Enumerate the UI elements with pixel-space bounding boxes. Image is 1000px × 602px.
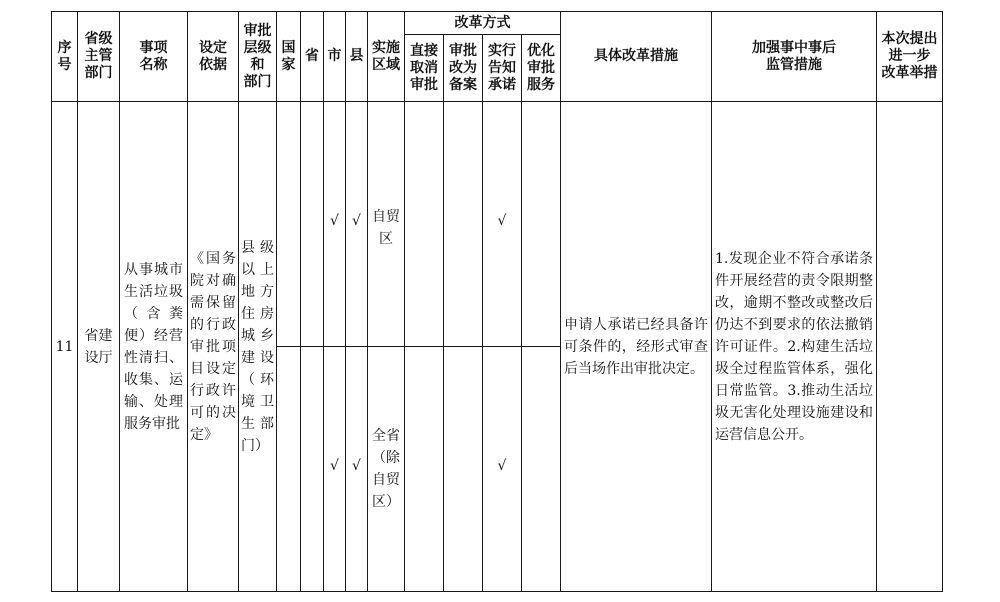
cell-seq: 11 bbox=[52, 102, 78, 592]
header-basis: 设定 依据 bbox=[188, 12, 239, 102]
cell-supervision: 1.发现企业不符合承诺条件开展经营的责令限期整改，逾期不整改或整改后仍达不到要求的依法撤销许可证件。2.构建生活垃圾全过程监管体系，强化日常监管。3.推动生活垃圾无害化处理设施建设和运营信息公开。 bbox=[712, 102, 877, 592]
header-dept: 省级 主管 部门 bbox=[78, 12, 120, 102]
header-measures: 具体改革措施 bbox=[561, 12, 712, 102]
cell-city-1: √ bbox=[324, 102, 346, 347]
header-notify: 实行 告知 承诺 bbox=[483, 35, 522, 102]
header-national: 国 家 bbox=[277, 12, 301, 102]
header-item: 事项 名称 bbox=[120, 12, 188, 102]
cell-cancel-2 bbox=[405, 347, 444, 592]
cell-province-1 bbox=[301, 102, 324, 347]
cell-county-2: √ bbox=[346, 347, 368, 592]
header-reform-mode: 改革方式 bbox=[405, 12, 561, 35]
cell-optimize-1 bbox=[522, 102, 561, 347]
header-level: 审批 层级 和 部门 bbox=[239, 12, 277, 102]
header-filing: 审批 改为 备案 bbox=[444, 35, 483, 102]
cell-further bbox=[877, 102, 943, 592]
header-supervision: 加强事中事后 监管措施 bbox=[712, 12, 877, 102]
header-further: 本次提出 进一步 改革举措 bbox=[877, 12, 943, 102]
header-optimize: 优化 审批 服务 bbox=[522, 35, 561, 102]
cell-filing-2 bbox=[444, 347, 483, 592]
header-county: 县 bbox=[346, 12, 368, 102]
cell-level: 县级以上地方住房城乡建设（环境卫生部门） bbox=[239, 102, 277, 592]
cell-basis: 《国务院对确需保留的行政审批项目设定行政许可的决定》 bbox=[188, 102, 239, 592]
cell-optimize-2 bbox=[522, 347, 561, 592]
cell-cancel-1 bbox=[405, 102, 444, 347]
cell-city-2: √ bbox=[324, 347, 346, 592]
cell-filing-1 bbox=[444, 102, 483, 347]
cell-zone-2: 全省 （除 自贸 区） bbox=[368, 347, 405, 592]
cell-province-2 bbox=[301, 347, 324, 592]
cell-county-1: √ bbox=[346, 102, 368, 347]
cell-notify-2: √ bbox=[483, 347, 522, 592]
cell-item: 从事城市生活垃圾（含粪便）经营性清扫、收集、运输、处理服务审批 bbox=[120, 102, 188, 592]
cell-notify-1: √ bbox=[483, 102, 522, 347]
header-cancel: 直接 取消 审批 bbox=[405, 35, 444, 102]
header-seq: 序 号 bbox=[52, 12, 78, 102]
cell-zone-1: 自贸 区 bbox=[368, 102, 405, 347]
reform-table bbox=[51, 11, 943, 592]
header-zone: 实施 区域 bbox=[368, 12, 405, 102]
cell-dept: 省建 设厅 bbox=[78, 102, 120, 592]
cell-national-2 bbox=[277, 347, 301, 592]
header-province: 省 bbox=[301, 12, 324, 102]
table-row bbox=[52, 102, 943, 347]
cell-measures: 申请人承诺已经具备许可条件的，经形式审查后当场作出审批决定。 bbox=[561, 102, 712, 592]
header-city: 市 bbox=[324, 12, 346, 102]
cell-national-1 bbox=[277, 102, 301, 347]
